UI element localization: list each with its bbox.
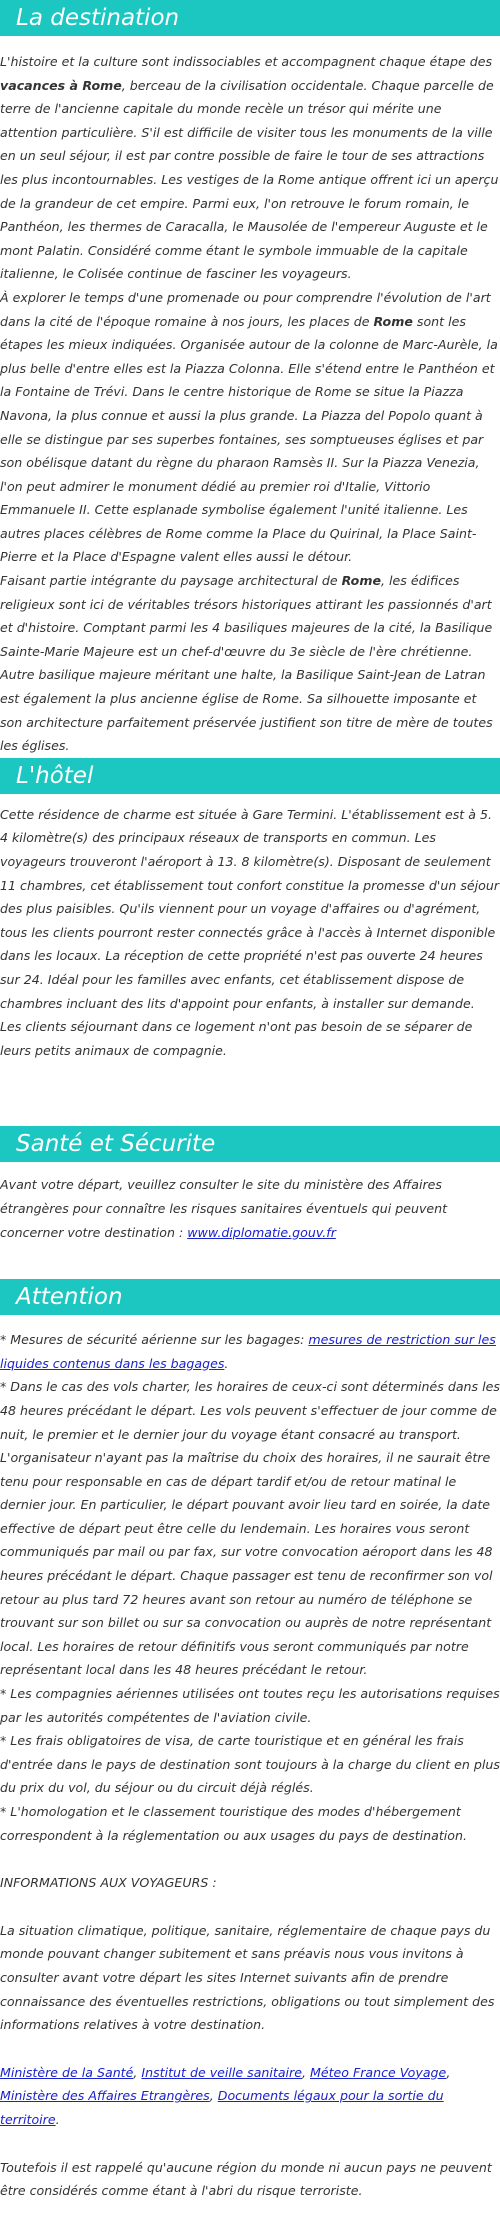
blank-line xyxy=(0,1895,500,1919)
text-span: L'histoire et la culture sont indissociables et accompagnent chaque étape des xyxy=(0,54,493,69)
hotel-text xyxy=(0,794,500,1063)
sante-section xyxy=(0,1126,500,1244)
sante-title: Santé et Sécurite xyxy=(0,1126,500,1162)
destination-title: La destination xyxy=(0,0,500,36)
blank-line xyxy=(0,2132,500,2156)
text-span: À explorer le temps d'une promenade ou pour comprendre l'évolution de l'art dans la cité de l'époque romaine à nos jours, les places de xyxy=(0,289,491,329)
attention-section xyxy=(0,1279,500,2203)
bold-keyword: Rome xyxy=(373,313,413,329)
destination-paragraph-3 xyxy=(0,569,500,758)
separator: , xyxy=(133,2064,142,2080)
affaires-etrangeres-link[interactable]: Ministère des Affaires Etrangères xyxy=(0,2088,210,2104)
attention-item-1 xyxy=(0,1328,500,1375)
separator: , xyxy=(446,2064,451,2080)
text-span: , berceau de la civilisation occidentale. Chaque parcelle de terre de l'ancienne capitale du monde recèle un trésor qui mérite une attention particulière. S'il est difficile de visiter tous les monuments de la ville en un seul séjour, il est par contre possible de faire le tour de ses attractions les plus incontournables. Les vestiges de la Rome antique offrent ici un aperçu de la grandeur de cet empire. Parmi eux, l'on retrouve le forum romain, le Panthéon, les thermes de Caracalla, le Mausolée de l'empereur Auguste et le mont Palatin. Considéré comme étant le symbole immuable de la capitale italienne, le Colisée continue de fasciner les voyageurs. xyxy=(0,77,499,282)
hotel-paragraph: Cette résidence de charme est située à Gare Termini. L'établissement est à 5. 4 kilomètre(s) des principaux réseaux de transports en commun. Les voyageurs trouveront l'aéroport à 13. 8 kilomètre(s). Disposant de seulement 11 chambres, cet établissement tout confort constitue la promesse d'un séjour des plus paisibles. Qu'ils viennent pour un voyage d'affaires ou d'agrément, tous les clients pourront rester connectés grâce à l'accès à Internet disponible dans les locaux. La réception de cette propriété n'est pas ouverte 24 heures sur 24. Idéal pour les familles avec enfants, cet établissement dispose de chambres incluant des lits d'appoint pour enfants, à installer sur demande. Les clients séjournant dans ce logement n'ont pas besoin de se séparer de leurs petits animaux de compagnie. xyxy=(0,806,500,1058)
attention-title: Attention xyxy=(0,1279,500,1315)
text-span: Faisant partie intégrante du paysage architectural de xyxy=(0,573,342,589)
documents-legaux-link[interactable]: Documents légaux pour la sortie du territoire xyxy=(0,2088,444,2127)
text-span: * Mesures de sécurité aérienne sur les bagages: xyxy=(0,1332,309,1348)
separator: , xyxy=(301,2064,310,2080)
liquides-restriction-link[interactable]: mesures de restriction sur les liquides contenus dans les bagages xyxy=(0,1332,496,1371)
blank-line xyxy=(0,2037,500,2061)
separator: , xyxy=(209,2088,218,2104)
spacer xyxy=(0,1062,500,1126)
sante-paragraph xyxy=(0,1173,500,1244)
diplomatie-link[interactable]: www.diplomatie.gouv.fr xyxy=(187,1224,336,1240)
sante-text xyxy=(0,1162,500,1244)
destination-paragraph-1 xyxy=(0,50,500,286)
attention-item-3: * Les compagnies aériennes utilisées ont toutes reçu les autorisations requises par les autorités compétentes de l'aviation civile. xyxy=(0,1686,500,1725)
hotel-title: L'hôtel xyxy=(0,758,500,794)
veille-sanitaire-link[interactable]: Institut de veille sanitaire xyxy=(141,2064,302,2080)
text-span: Avant votre départ, veuillez consulter le site du ministère des Affaires étrangères pour connaître les risques sanitaires éventuels qui peuvent concerner votre destination : xyxy=(0,1177,448,1240)
final-note: Toutefois il est rappelé qu'aucune région du monde ni aucun pays ne peuvent être considérés comme étant à l'abri du risque terroriste. xyxy=(0,2159,492,2199)
bold-keyword: Rome xyxy=(341,573,381,589)
info-text: La situation climatique, politique, sanitaire, réglementaire de chaque pays du monde pouvant changer subitement et sans préavis nous vous invitons à consulter avant votre départ les sites Internet suivants afin de prendre connaissance des éventuelles restrictions, obligations ou tout simplement des informations relatives à votre destination. xyxy=(0,1922,495,2033)
text-span: , les édifices religieux sont ici de véritables trésors historiques attirant les passionnés d'art et d'histoire. Comptant parmi les 4 basiliques majeures de la cité, la Basilique Sainte-Marie Majeure est un chef-d'œuvre du 3e siècle de l'ère chrétienne. Autre basilique majeure méritant une halte, la Basilique Saint-Jean de Latran est également la plus ancienne église de Rome. Sa silhouette imposante et son architecture parfaitement préservée justifient son titre de mère de toutes les églises. xyxy=(0,573,493,754)
text-span: sont les étapes les mieux indiquées. Organisée autour de la colonne de Marc-Aurèle, la plus belle d'entre elles est la Piazza Colonna. Elle s'étend entre le Panthéon et la Fontaine de Trévi. Dans le centre historique de Rome se situe la Piazza Navona, la plus connue et aussi la plus grande. La Piazza del Popolo quant à elle se distingue par ses superbes fontaines, ses somptueuses églises et par son obélisque datant du règne du pharaon Ramsès II. Sur la Piazza Venezia, l'on peut admirer le monument dédié au premier roi d'Italie, Vittorio Emmanuele II. Cette esplanade symbolise également l'unité italienne. Les autres places célèbres de Rome comme la Place du Quirinal, la Place Saint-Pierre et la Place d'Espagne valent elles aussi le détour. xyxy=(0,313,498,565)
text-span: . xyxy=(224,1355,229,1371)
attention-text xyxy=(0,1315,500,2203)
info-heading: INFORMATIONS AUX VOYAGEURS : xyxy=(0,1875,217,1891)
bold-keyword: vacances à Rome xyxy=(0,77,122,93)
hotel-section xyxy=(0,758,500,1063)
spacer xyxy=(0,1244,500,1279)
blank-line xyxy=(0,1847,500,1871)
info-links xyxy=(0,2061,500,2132)
destination-text xyxy=(0,36,500,758)
destination-section xyxy=(0,0,500,758)
attention-item-4: * Les frais obligatoires de visa, de carte touristique et en général les frais d'entrée dans le pays de destination sont toujours à la charge du client en plus du prix du vol, du séjour ou du circuit déjà réglés. xyxy=(0,1733,500,1796)
ministere-sante-link[interactable]: Ministère de la Santé xyxy=(0,2064,134,2080)
attention-item-2: * Dans le cas des vols charter, les horaires de ceux-ci sont déterminés dans les 48 heures précédant le départ. Les vols peuvent s'effectuer de jour comme de nuit, le premier et le dernier jour du voyage étant consacré au transport. L'organisateur n'ayant pas la maîtrise du choix des horaires, il ne saurait être tenu pour responsable en cas de départ tardif et/ou de retour matinal le dernier jour. En particulier, le départ pouvant avoir lieu tard en soirée, la date effective de départ peut être celle du lendemain. Les horaires vous seront communiqués par mail ou par fax, sur votre convocation aéroport dans les 48 heures précédant le départ. Chaque passager est tenu de reconfirmer son vol retour au plus tard 72 heures avant son retour au numéro de téléphone se trouvant sur son billet ou sur sa convocation ou auprès de notre représentant local. Les horaires de retour définitifs vous seront communiqués par notre représentant local dans les 48 heures précédant le retour. xyxy=(0,1379,500,1678)
destination-paragraph-2 xyxy=(0,286,500,569)
attention-item-5: * L'homologation et le classement touristique des modes d'hébergement correspondent à la réglementation ou aux usages du pays de destination. xyxy=(0,1804,467,1843)
meteo-france-link[interactable]: Méteo France Voyage xyxy=(310,2064,447,2080)
text-span: . xyxy=(55,2111,60,2127)
